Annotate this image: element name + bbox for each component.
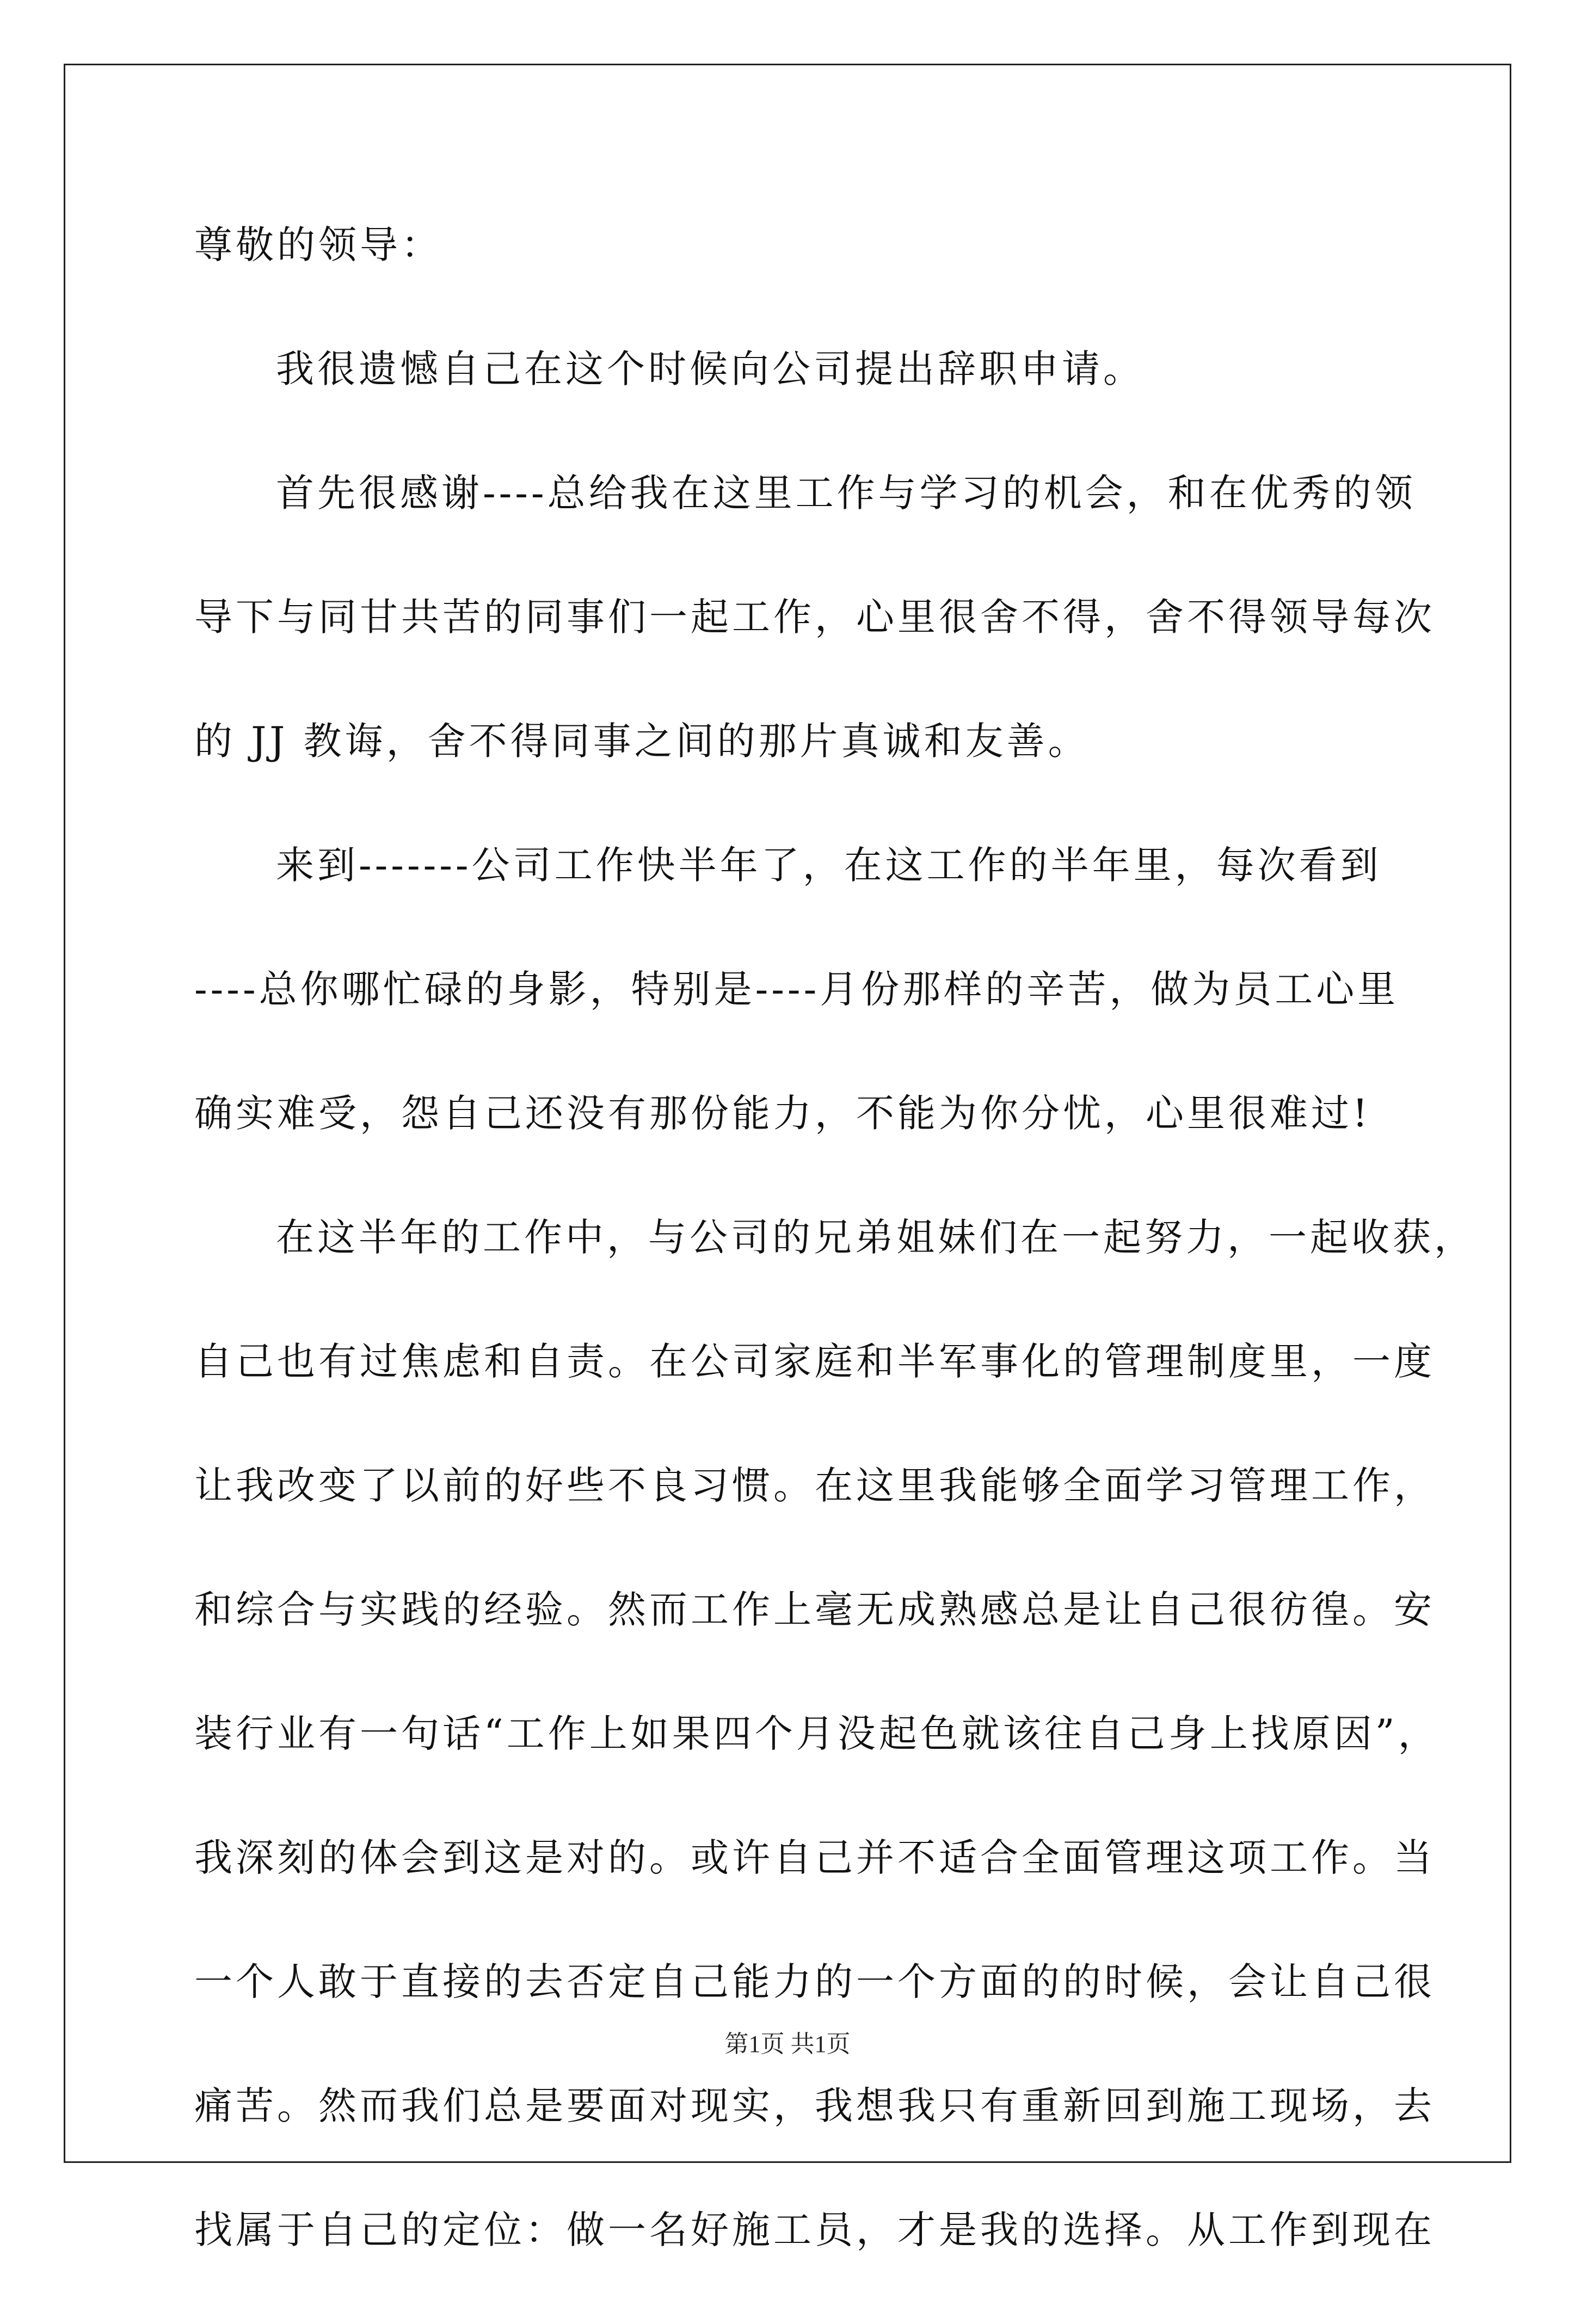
body-line: 我深刻的体会到这是对的。或许自己并不适合全面管理这项工作。当	[194, 1835, 1435, 1880]
body-line: 自己也有过焦虑和自责。在公司家庭和半军事化的管理制度里，一度	[194, 1339, 1435, 1384]
body-line: 和综合与实践的经验。然而工作上毫无成熟感总是让自己很彷徨。安	[194, 1587, 1435, 1632]
body-line: 让我改变了以前的好些不良习惯。在这里我能够全面学习管理工作，	[194, 1463, 1435, 1508]
document-body	[194, 215, 1475, 2324]
body-line: 在这半年的工作中，与公司的兄弟姐妹们在一起努力，一起收获，	[276, 1215, 1475, 1260]
body-line: 导下与同甘共苦的同事们一起工作，心里很舍不得，舍不得领导每次	[194, 595, 1435, 639]
body-line: 首先很感谢----总给我在这里工作与学习的机会，和在优秀的领	[276, 471, 1416, 515]
body-line: 装行业有一句话“工作上如果四个月没起色就该往自己身上找原因”，	[194, 1711, 1439, 1756]
body-line: 我很遗憾自己在这个时候向公司提出辞职申请。	[276, 347, 1145, 391]
body-line: 确实难受，怨自己还没有那份能力，不能为你分忧，心里很难过!	[194, 1091, 1371, 1136]
salutation: 尊敬的领导：	[194, 223, 442, 267]
body-line: 找属于自己的定位：做一名好施工员，才是我的选择。从工作到现在	[194, 2208, 1435, 2252]
body-line: 痛苦。然而我们总是要面对现实，我想我只有重新回到施工现场，去	[194, 2083, 1435, 2128]
body-line: 一个人敢于直接的去否定自己能力的一个方面的的时候，会让自己很	[194, 1959, 1435, 2004]
body-line: 来到-------公司工作快半年了，在这工作的半年里，每次看到	[276, 843, 1382, 887]
page-footer: 第1页 共1页	[724, 2031, 851, 2057]
body-line: 的 JJ 教诲，舍不得同事之间的那片真诚和友善。	[194, 719, 1090, 763]
body-line: ----总你哪忙碌的身影，特别是----月份那样的辛苦，做为员工心里	[194, 967, 1399, 1012]
